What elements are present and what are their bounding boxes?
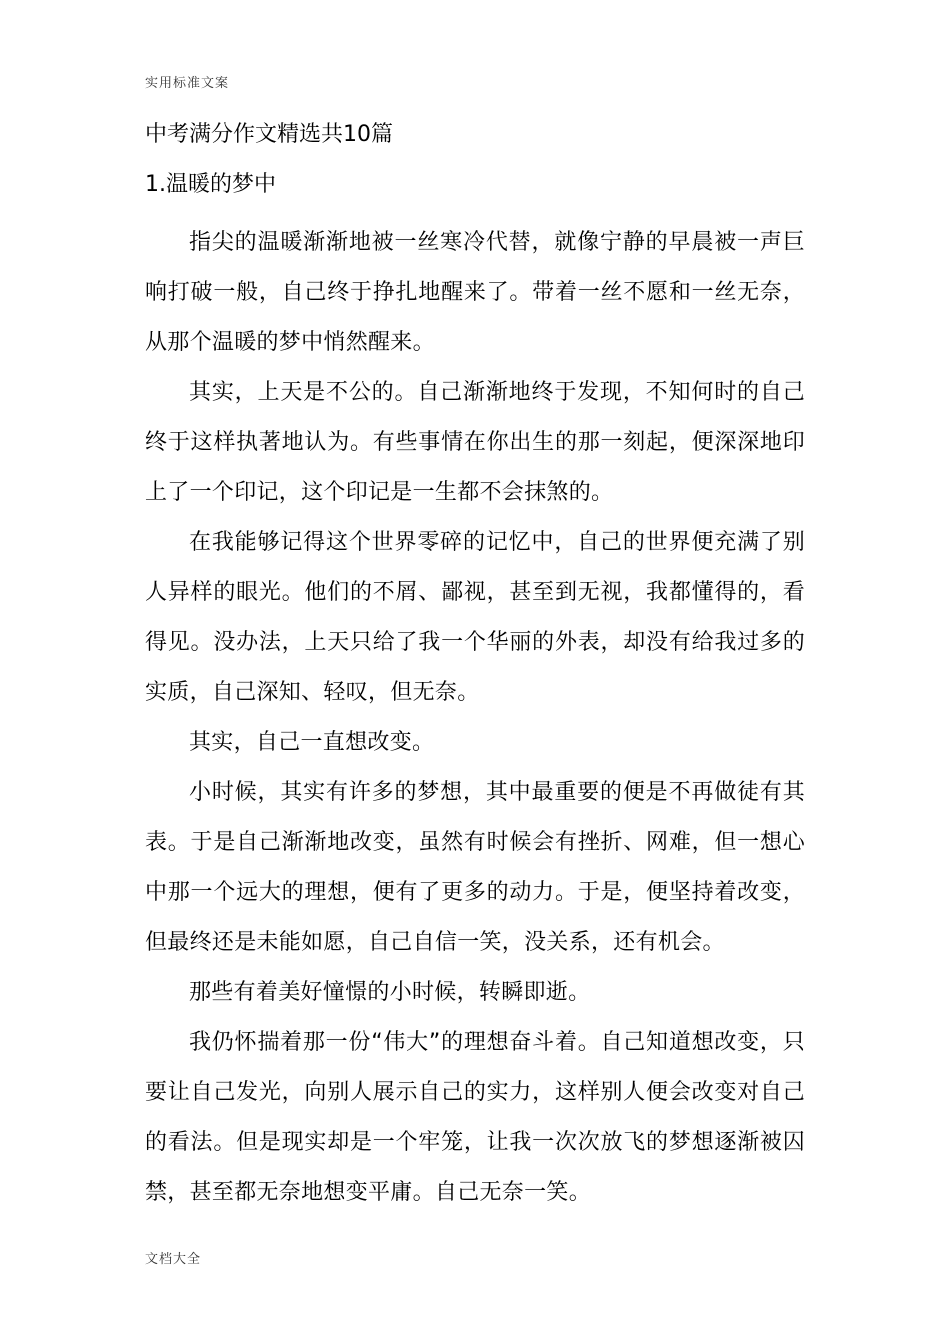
paragraph: 小时候，其实有许多的梦想，其中最重要的便是不再做徒有其表。于是自己渐渐地改变，虽然有时候会有挫折、网难，但一想心中那一个远大的理想，便有了更多的动力。于是，便坚持着改变，但最终还是未能如愿，自己自信一笑，没关系，还有机会。 bbox=[145, 780, 805, 955]
document-body bbox=[145, 218, 805, 1218]
document-title: 中考满分作文精选共10篇 bbox=[145, 122, 393, 147]
paragraph: 指尖的温暖渐渐地被一丝寒冷代替，就像宁静的早晨被一声巨响打破一般，自己终于挣扎地醒来了。带着一丝不愿和一丝无奈，从那个温暖的梦中悄然醒来。 bbox=[145, 230, 805, 355]
paragraph: 其实，自己一直想改变。 bbox=[189, 730, 435, 755]
page-header: 实用标准文案 bbox=[145, 76, 230, 91]
paragraph: 在我能够记得这个世界零碎的记忆中，自己的世界便充满了别人异样的眼光。他们的不屑、鄙视，甚至到无视，我都懂得的，看得见。没办法，上天只给了我一个华丽的外表，却没有给我过多的实质，自己深知、轻叹，但无奈。 bbox=[145, 530, 805, 705]
page-footer: 文档大全 bbox=[145, 1252, 202, 1267]
paragraph: 那些有着美好憧憬的小时候，转瞬即逝。 bbox=[189, 980, 591, 1005]
paragraph: 我仍怀揣着那一份“伟大”的理想奋斗着。自己知道想改变，只要让自己发光，向别人展示自己的实力，这样别人便会改变对自己的看法。但是现实却是一个牢笼，让我一次次放飞的梦想逐渐被囚禁，甚至都无奈地想变平庸。自己无奈一笑。 bbox=[145, 1030, 805, 1205]
paragraph: 其实，上天是不公的。自己渐渐地终于发现，不知何时的自己终于这样执著地认为。有些事情在你出生的那一刻起，便深深地印上了一个印记，这个印记是一生都不会抹煞的。 bbox=[145, 380, 805, 505]
section-heading: 1.温暖的梦中 bbox=[145, 172, 276, 197]
